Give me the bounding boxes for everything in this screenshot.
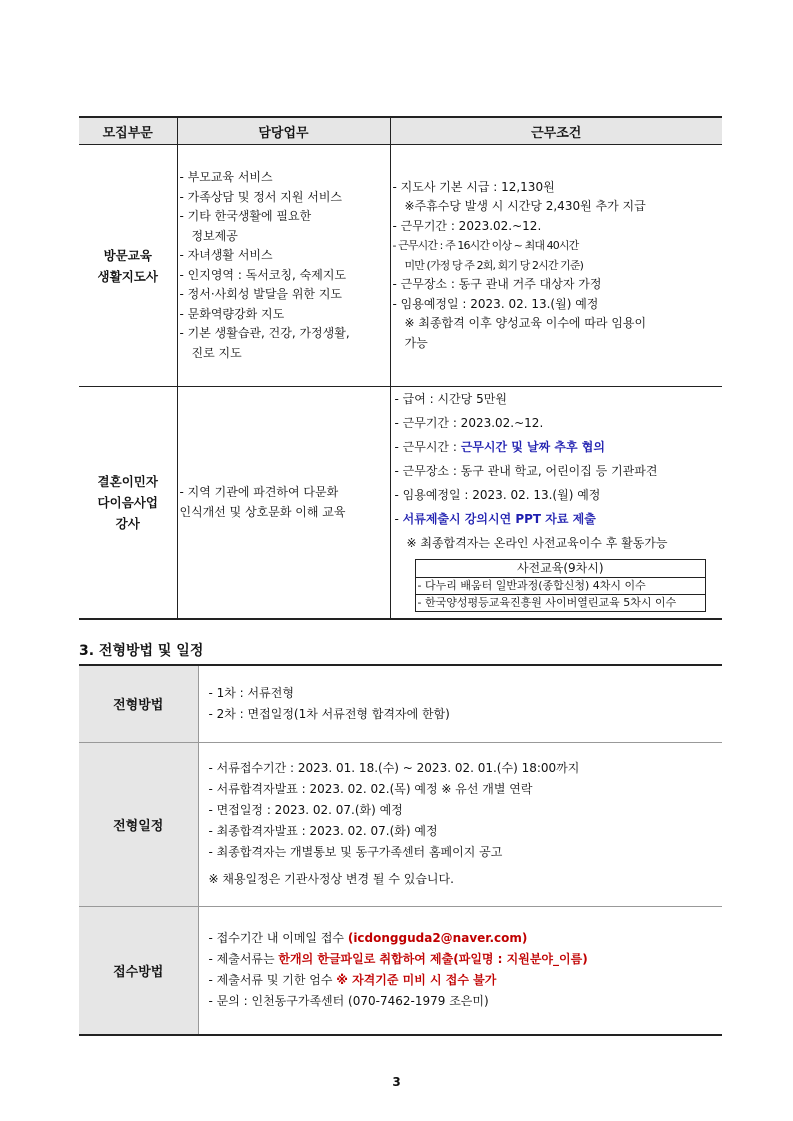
page-number: 3 <box>392 1075 401 1089</box>
table-header-row <box>79 117 722 145</box>
table-row <box>79 906 722 1035</box>
section-title: 3. 전형방법 및 일정 <box>79 643 204 659</box>
schedule-note: ※ 채용일정은 기관사정상 변경 될 수 있습니다. <box>208 872 454 886</box>
header-category: 모집부문 <box>79 117 177 145</box>
conditions-cell: - 급여 : 시간당 5만원 - 근무기간 : 2023.02.~12. - 근무시간 : 근무시간 및 날짜 추후 협의 - 근무장소 : 동구 관내 학교, 어린이집 등 기관파견 - 임용예정일 : 2023. 02. 13.(월) 예정 - 서류제출시 강의시연 PPT 자료 제출 ※ 최종합격자는 온라인 사전교육이수 후 활동가능 사전교육(9차시) - 다누리 배움터 일반과정(종합신청) 4차시 이수 - 한국양성평등교육진흥원 사이버열린교육 5차시 이수 <box>390 387 722 620</box>
category-cell: 방문교육 생활지도사 <box>79 145 177 387</box>
header-duties: 담당업무 <box>177 117 390 145</box>
apply-content: - 접수기간 내 이메일 접수 (icdongguda2@naver.com) - 제출서류는 한개의 한글파일로 취합하여 제출(파일명 : 지원분야_이름) - 제출서류 및 기한 엄수 ※ 자격기준 미비 시 접수 불가 - 문의 : 인천동구가족센터 (070-7462-1979 조은미) <box>198 906 722 1035</box>
pre-education-title: 사전교육(9차시) <box>416 560 706 578</box>
table-row <box>79 145 722 387</box>
table-row <box>79 742 722 906</box>
list-item: - 한국양성평등교육진흥원 사이버열린교육 5차시 이수 <box>417 596 677 609</box>
duties-cell: - 지역 기관에 파견하여 다문화 인식개선 및 상호문화 이해 교육 <box>177 387 390 620</box>
table-row <box>79 387 722 620</box>
email-address: (icdongguda2@naver.com) <box>347 931 528 946</box>
contact-info: - 문의 : 인천동구가족센터 (070-7462-1979 조은미) <box>208 994 489 1009</box>
file-instruction: 한개의 한글파일로 취합하여 제출(파일명 : 지원분야_이름) <box>278 952 588 967</box>
pre-education-box <box>415 559 707 612</box>
hours-emphasis: 근무시간 및 날짜 추후 협의 <box>460 440 605 454</box>
list-item: - 다누리 배움터 일반과정(종합신청) 4차시 이수 <box>416 578 706 595</box>
schedule-content: - 서류접수기간 : 2023. 01. 18.(수) ~ 2023. 02. 01.(수) 18:00까지 - 서류합격자발표 : 2023. 02. 02.(목) 예정 ※ 유선 개별 연락 - 면접일정 : 2023. 02. 07.(화) 예정 - 최종합격자발표 : 2023. 02. 07.(화) 예정 - 최종합격자는 개별통보 및 동구가족센터 홈페이지 공고 ※ 채용일정은 기관사정상 변경 될 수 있습니다. <box>198 742 722 906</box>
recruitment-table <box>79 116 722 620</box>
header-conditions: 근무조건 <box>390 117 722 145</box>
deadline-warning: ※ 자격기준 미비 시 접수 불가 <box>336 973 497 988</box>
method-label: 전형방법 <box>79 665 198 742</box>
apply-label: 접수방법 <box>79 906 198 1035</box>
schedule-label: 전형일정 <box>79 742 198 906</box>
method-content: - 1차 : 서류전형 - 2차 : 면접일정(1차 서류전형 합격자에 한함) <box>198 665 722 742</box>
conditions-cell: - 지도사 기본 시급 : 12,130원 ※주휴수당 발생 시 시간당 2,430원 추가 지급 - 근무기간 : 2023.02.~12. - 근무시간 : 주 16시간 이상 ~ 최대 40시간 미만 (가정 당 주 2회, 회기 당 2시간 기준) - 근무장소 : 동구 관내 거주 대상자 가정 - 임용예정일 : 2023. 02. 13.(월) 예정 ※ 최종합격 이후 양성교육 이수에 따라 임용이 가능 <box>390 145 722 387</box>
category-cell: 결혼이민자 다이음사업 강사 <box>79 387 177 620</box>
table-row <box>79 665 722 742</box>
duties-cell: - 부모교육 서비스 - 가족상담 및 정서 지원 서비스 - 기타 한국생활에 필요한 정보제공 - 자녀생활 서비스 - 인지영역 : 독서코칭, 숙제지도 - 정서·사회성 발달을 위한 지도 - 문화역량강화 지도 - 기본 생활습관, 건강, 가정생활, 진로 지도 <box>177 145 390 387</box>
selection-table <box>79 664 722 1036</box>
submit-emphasis: 서류제출시 강의시연 PPT 자료 제출 <box>402 512 596 526</box>
